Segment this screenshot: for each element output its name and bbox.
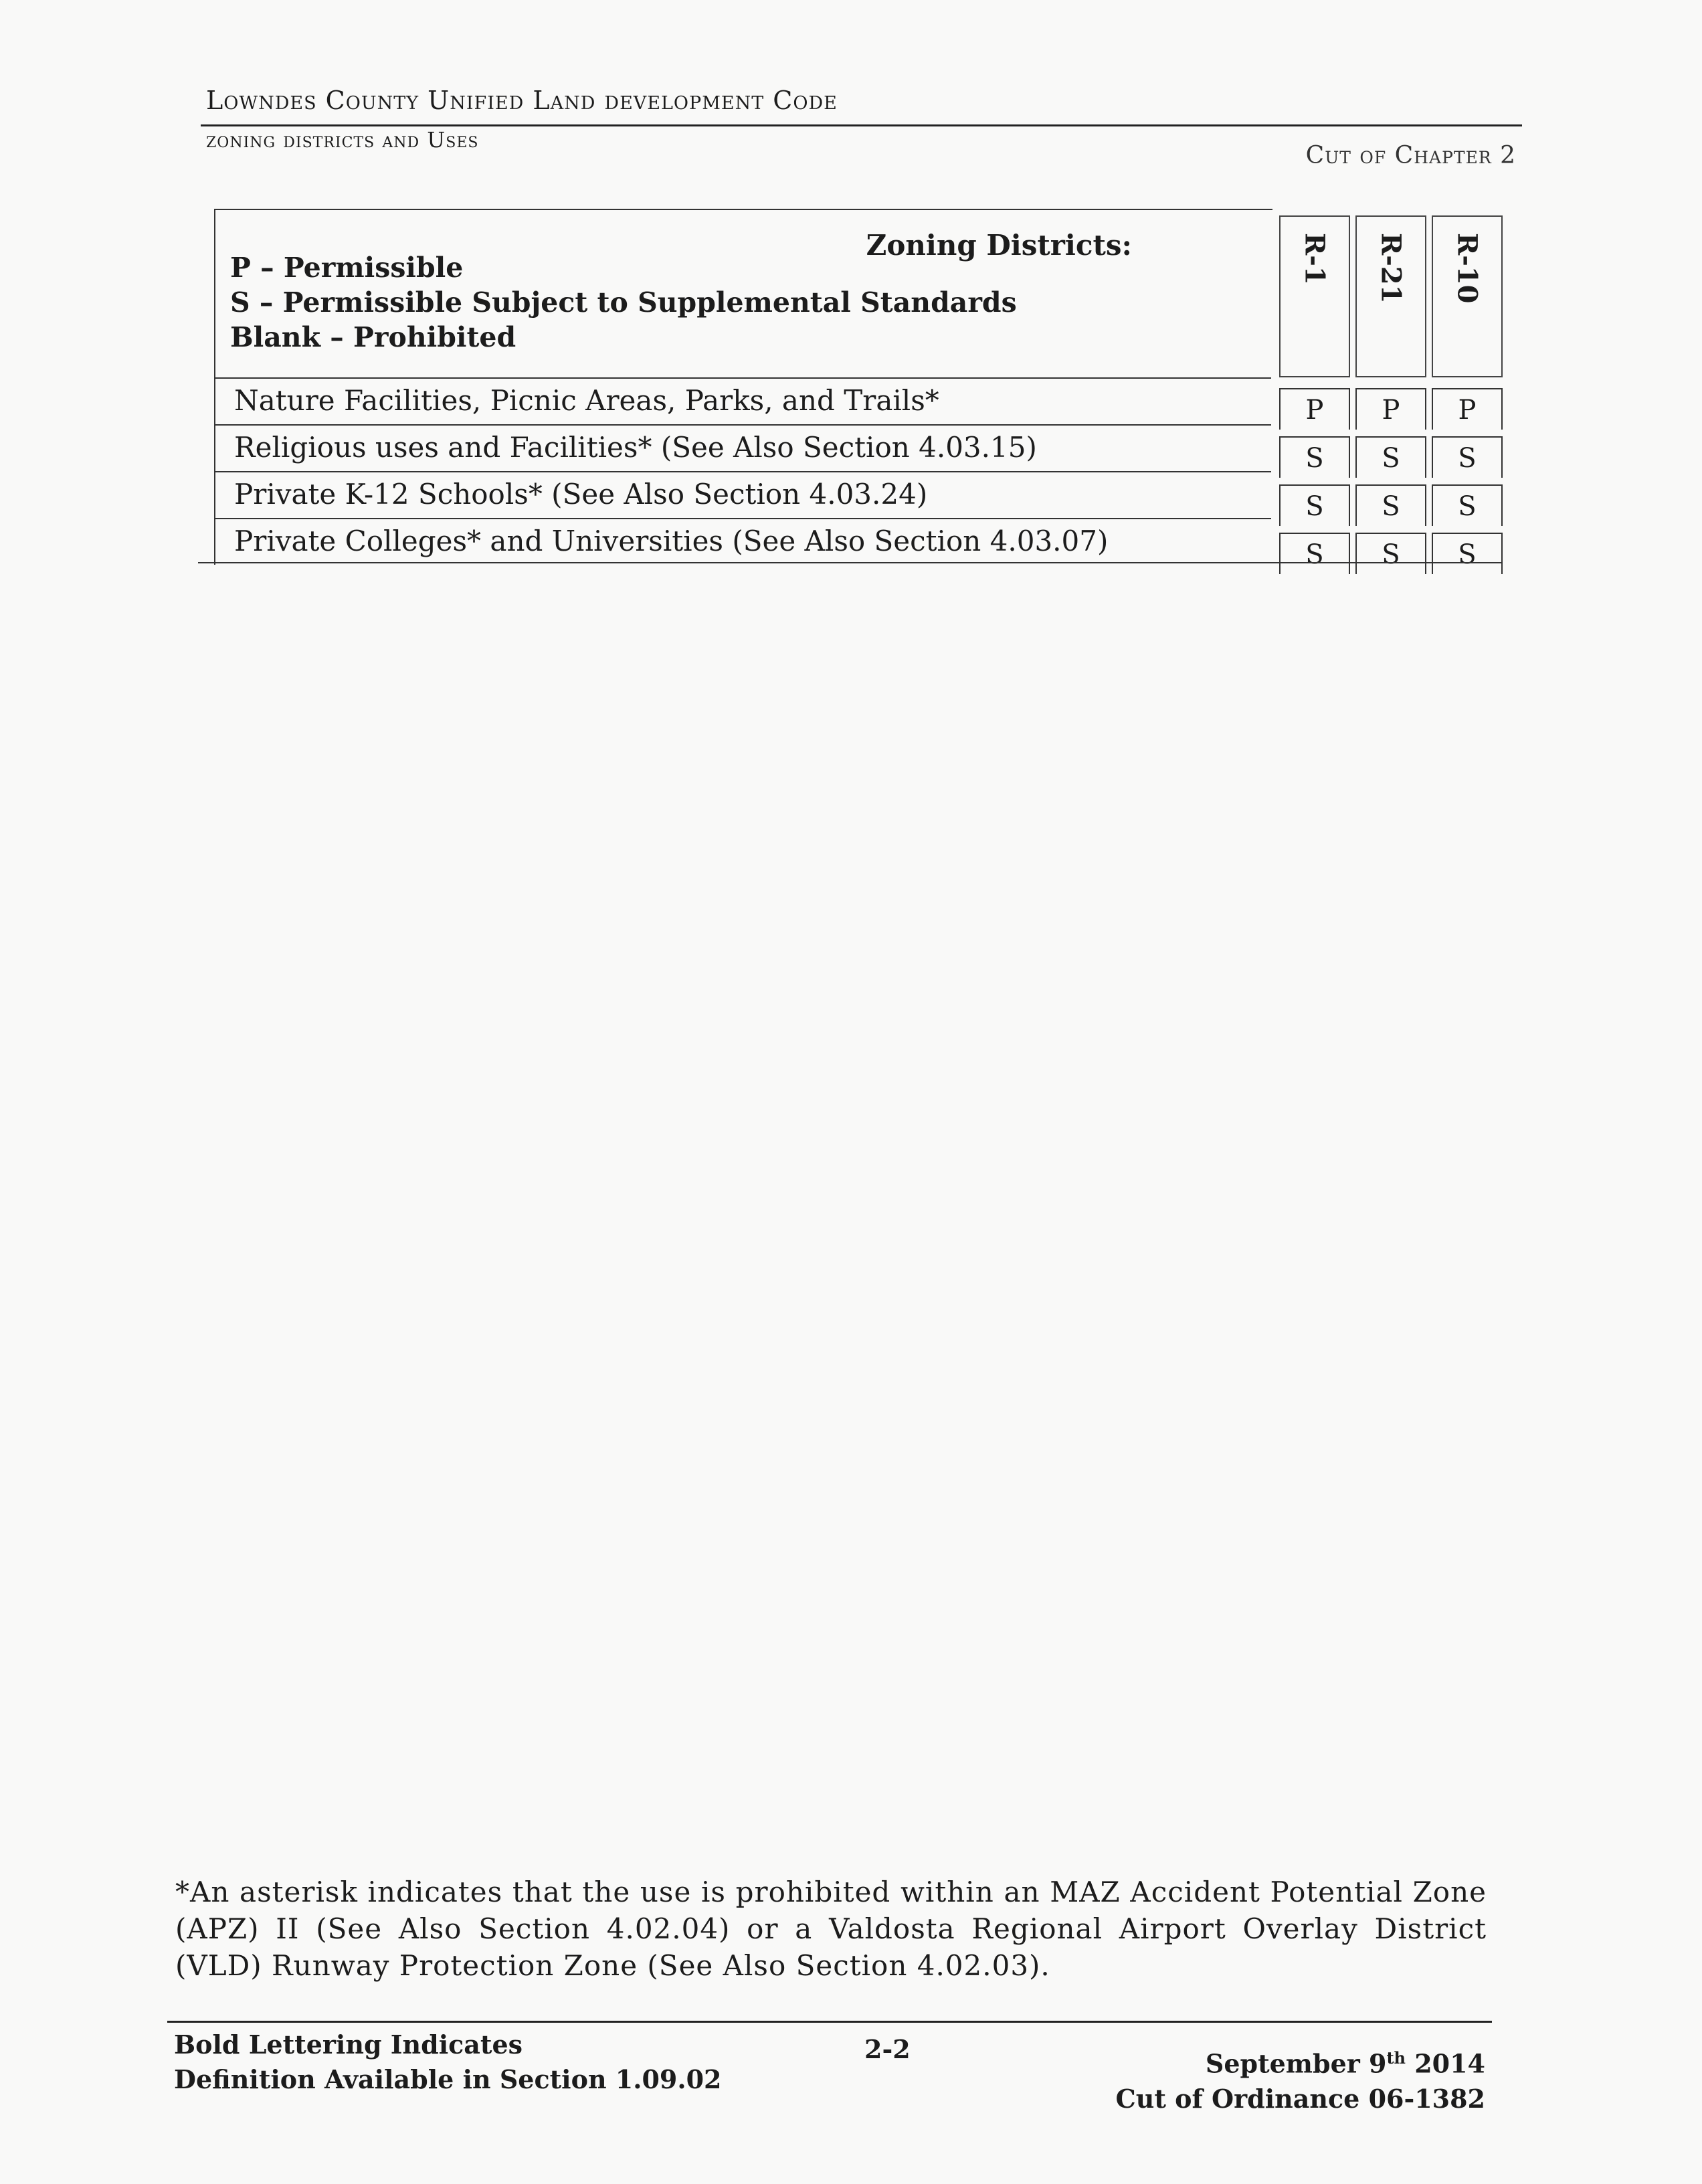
header-rule	[201, 124, 1522, 126]
cell-value: S	[1279, 533, 1350, 574]
cell-value: S	[1279, 436, 1350, 478]
document-title: Lowndes County Unified Land development Code	[206, 86, 838, 115]
table-row	[214, 377, 1271, 424]
section-subtitle: zoning districts and Uses	[206, 127, 479, 153]
cell-value: S	[1355, 484, 1426, 526]
use-name: Private K-12 Schools* (See Also Section 4.03.24)	[234, 478, 928, 511]
legend-permissible: P – Permissible	[230, 252, 464, 284]
zoning-districts-label: Zoning Districts:	[866, 229, 1132, 262]
cell-value: S	[1279, 484, 1350, 526]
zoning-table	[198, 201, 1509, 582]
cell-value: S	[1432, 484, 1503, 526]
asterisk-footnote: *An asterisk indicates that the use is prohibited within an MAZ Accident Potential Zone (APZ) II (See Also Section 4.02.04) or a Valdosta Regional Airport Overlay District (VLD) Runway Protection Zone (See Also Section 4.02.03).	[175, 1876, 1487, 1982]
table-body	[214, 209, 1483, 570]
legend	[230, 250, 1017, 355]
cell-value: P	[1279, 388, 1350, 430]
use-name: Religious uses and Facilities* (See Also Section 4.03.15)	[234, 431, 1037, 464]
column-header-r21: R-21	[1355, 215, 1426, 377]
table-row	[214, 518, 1271, 565]
cell-value: S	[1355, 533, 1426, 574]
legend-supplemental: S – Permissible Subject to Supplemental Standards	[230, 286, 1017, 318]
table-legend-cell	[214, 209, 1272, 377]
footer-ordinance: Cut of Ordinance 06-1382	[1115, 2083, 1485, 2114]
legend-prohibited: Blank – Prohibited	[230, 321, 516, 353]
cell-value: S	[1432, 533, 1503, 574]
footer-date-ordinance	[1115, 2041, 1485, 2116]
table-row	[214, 424, 1271, 471]
footer-rule	[167, 2021, 1492, 2023]
footer-definition-note	[174, 2027, 721, 2097]
chapter-label: Cut of Chapter 2	[1305, 142, 1516, 169]
footer-left-line1: Bold Lettering Indicates	[174, 2029, 523, 2060]
use-name: Private Colleges* and Universities (See Also Section 4.03.07)	[234, 525, 1109, 557]
cell-value: P	[1432, 388, 1503, 430]
cell-value: S	[1355, 436, 1426, 478]
footer-left-line2: Definition Available in Section 1.09.02	[174, 2064, 722, 2094]
column-header-r10: R-10	[1432, 215, 1503, 377]
cell-value: P	[1355, 388, 1426, 430]
table-bottom-rule	[198, 562, 1503, 563]
cell-value: S	[1432, 436, 1503, 478]
footer-date: September 9th 2014	[1205, 2048, 1485, 2079]
column-header-r1: R-1	[1279, 215, 1350, 377]
page-number: 2-2	[864, 2034, 911, 2064]
table-row	[214, 471, 1271, 518]
use-name: Nature Facilities, Picnic Areas, Parks, and Trails*	[234, 384, 939, 417]
